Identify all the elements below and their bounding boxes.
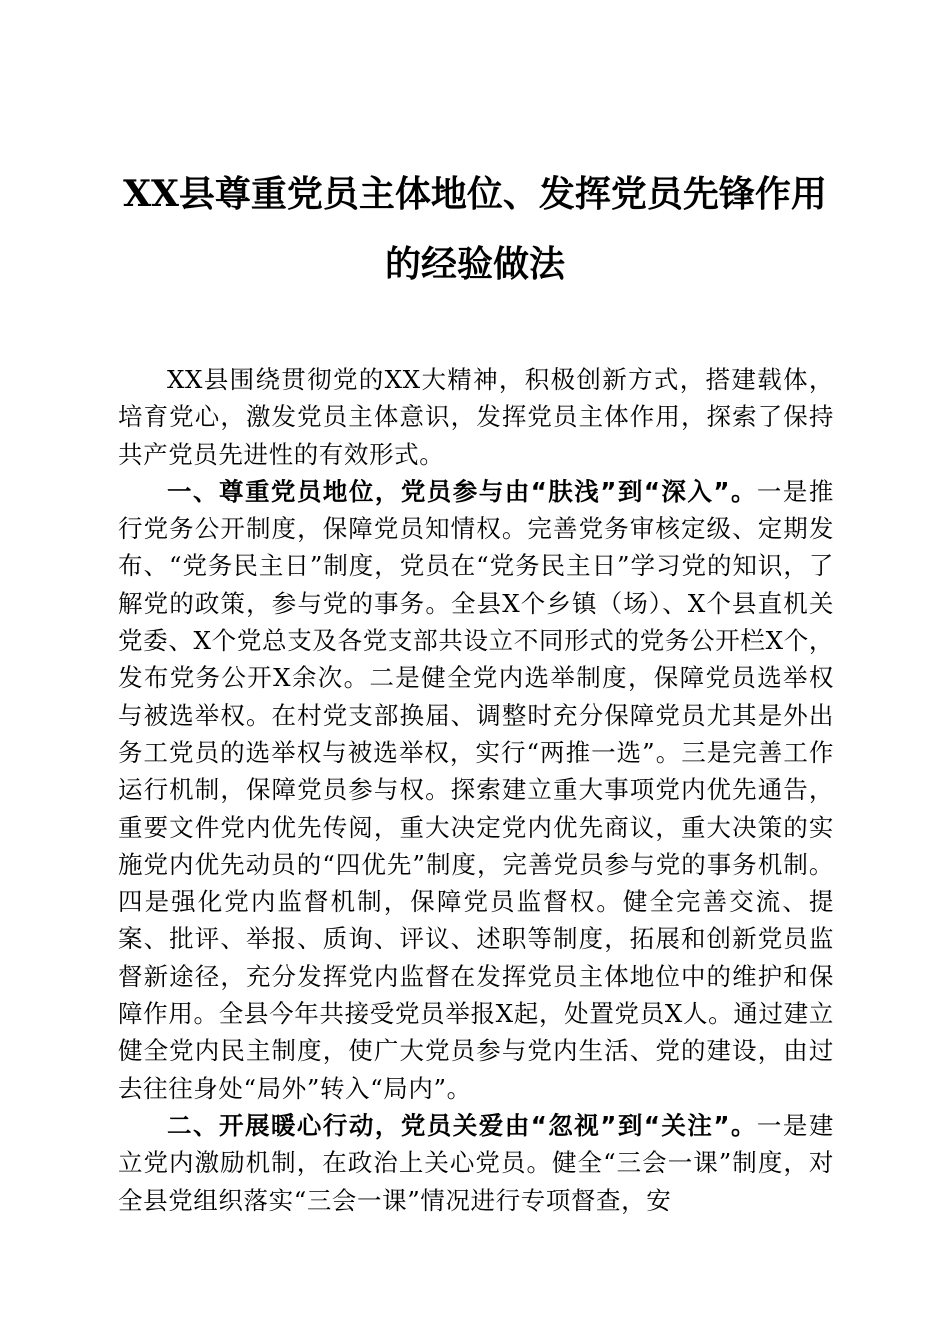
paragraph-text: 一是推行党务公开制度，保障党员知情权。完善党务审核定级、定期发布、“党务民主日”制度，党员在“党务民主日”学习党的知识，了解党的政策，参与党的事务。全县X个乡镇（场）、X个县直机关党委、X个党总支及各党支部共设立不同形式的党务公开栏X个，发布党务公开X余次。二是健全党内选举制度，保障党员选举权与被选举权。在村党支部换届、调整时充分保障党员尤其是外出务工党员的选举权与被选举权，实行“两推一选”。三是完善工作运行机制，保障党员参与权。探索建立重大事项党内优先通告，重要文件党内优先传阅，重大决定党内优先商议，重大决策的实施党内优先动员的“四优先”制度，完善党员参与党的事务机制。四是强化党内监督机制，保障党员监督权。健全完善交流、提案、批评、举报、质询、评议、述职等制度，拓展和创新党员监督新途径，充分发挥党内监督在发挥党员主体地位中的维护和保障作用。全县今年共接受党员举报X起，处置党员X人。通过建立健全党内民主制度，使广大党员参与党内生活、党的建设，由过去往往身处“局外”转入“局内”。 — [118, 476, 834, 1103]
section-two-heading: 二、开展暖心行动，党员关爱由“忽视”到“关注”。 — [167, 1110, 757, 1140]
document-title-line2: 的经验做法 — [384, 243, 565, 285]
paragraph-text: 一是建立党内激励机制，在政治上关心党员。健全“三会一课”制度，对全县党组织落实“三会一课”情况进行专项督查，安 — [118, 1110, 834, 1215]
section-one-heading: 一、尊重党员地位，党员参与由“肤浅”到“深入”。 — [167, 476, 757, 506]
section-two-paragraph — [118, 1107, 834, 1219]
section-one-paragraph — [118, 473, 834, 1107]
document-title-line1: XX县尊重党员主体地位、发挥党员先锋作用 — [123, 173, 827, 215]
document-body — [118, 361, 834, 1219]
intro-paragraph — [118, 361, 834, 473]
paragraph-text: XX县围绕贯彻党的XX大精神，积极创新方式，搭建载体，培育党心，激发党员主体意识，发挥党员主体作用，探索了保持共产党员先进性的有效形式。 — [118, 365, 834, 469]
